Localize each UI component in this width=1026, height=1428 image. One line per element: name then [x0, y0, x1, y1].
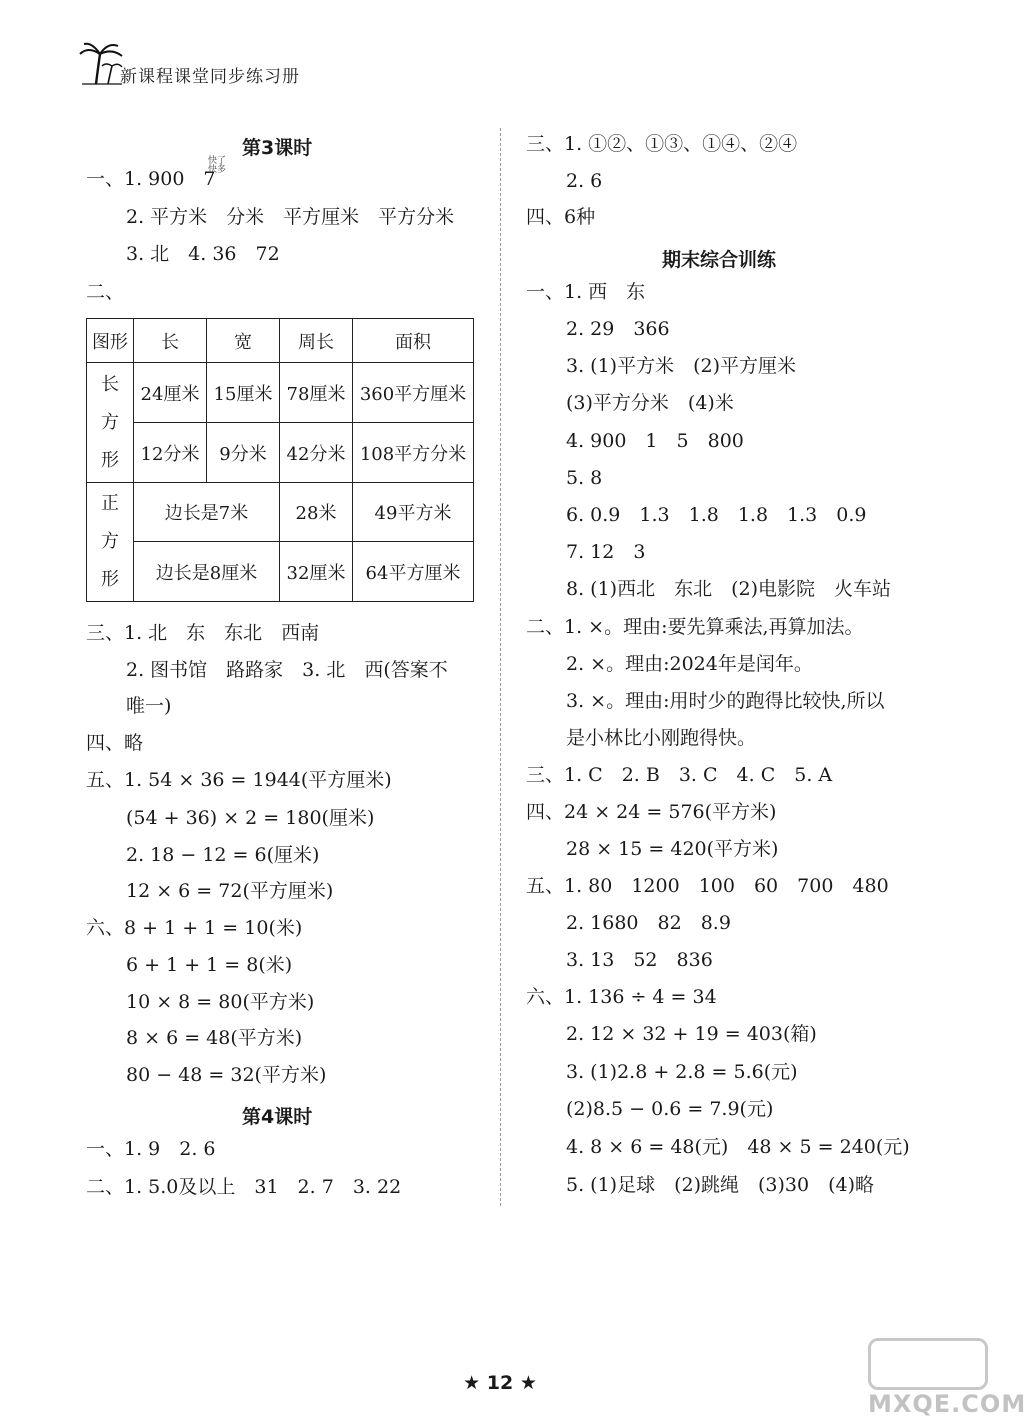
- answer-line: 五、1. 80 1200 100 60 700 480: [526, 875, 889, 897]
- table-cell: 边长是8厘米: [134, 542, 280, 602]
- table-header-cell: 面积: [353, 319, 474, 363]
- table-cell: 28米: [280, 483, 353, 542]
- table-header-row: [87, 319, 474, 363]
- answer-line: 唯一): [126, 695, 172, 717]
- lesson3-title: 第3课时: [242, 137, 313, 159]
- table-cell: 32厘米: [280, 542, 353, 602]
- table-cell: 49平方米: [353, 483, 474, 542]
- answer-line: 五、1. 54 × 36 = 1944(平方厘米): [86, 769, 392, 791]
- table-cell: 42分米: [280, 423, 353, 483]
- answer-line: 四、略: [86, 732, 144, 754]
- answer-line: 3. (1)2.8 + 2.8 = 5.6(元): [566, 1061, 798, 1083]
- answer-line: 5. (1)足球 (2)跳绳 (3)30 (4)略: [566, 1174, 874, 1196]
- answer-line: 一、1. 900 7: [86, 168, 216, 190]
- answer-line: 二、: [86, 281, 125, 303]
- answer-line: 2. 图书馆 路路家 3. 北 西(答案不: [126, 659, 448, 681]
- table-cell: 64平方厘米: [353, 542, 474, 602]
- page-number: ★ 12 ★: [463, 1372, 537, 1394]
- answer-line: 6. 0.9 1.3 1.8 1.8 1.3 0.9: [566, 504, 867, 526]
- answer-line: 四、24 × 24 = 576(平方米): [526, 801, 777, 823]
- answer-box-logo-icon: [868, 1338, 988, 1390]
- table-row: [87, 483, 474, 542]
- answer-line: (2)8.5 − 0.6 = 7.9(元): [566, 1098, 774, 1120]
- handwritten-note: 快了 快多: [208, 156, 227, 175]
- answer-line: 一、1. 西 东: [526, 281, 646, 303]
- table-header-cell: 长: [134, 319, 207, 363]
- answer-line: 三、1. C 2. B 3. C 4. C 5. A: [526, 764, 833, 786]
- table-header-cell: 周长: [280, 319, 353, 363]
- table-cell: 9分米: [207, 423, 280, 483]
- answer-line: 3. 13 52 836: [566, 949, 713, 971]
- answer-line: 二、1. ×。理由:要先算乘法,再算加法。: [526, 616, 864, 638]
- answer-line: 28 × 15 = 420(平方米): [566, 838, 779, 860]
- watermark-text: MXQE.COM: [868, 1390, 1026, 1418]
- table-cell: 24厘米: [134, 363, 207, 423]
- answer-line: 3. (1)平方米 (2)平方厘米: [566, 355, 796, 377]
- answer-line: 六、8 + 1 + 1 = 10(米): [86, 917, 303, 939]
- table-cell: 边长是7米: [134, 483, 280, 542]
- answer-line: 2. 1680 82 8.9: [566, 912, 731, 934]
- answer-table: [86, 318, 474, 602]
- shape-label-square: 正 方 形: [87, 483, 134, 602]
- answer-line: 6 + 1 + 1 = 8(米): [126, 954, 293, 976]
- answer-line: 7. 12 3: [566, 541, 646, 563]
- final-training-title: 期末综合训练: [662, 249, 777, 271]
- answer-line: 3. ×。理由:用时少的跑得比较快,所以: [566, 690, 885, 712]
- table-cell: 108平方分米: [353, 423, 474, 483]
- palm-tree-icon: [78, 40, 124, 86]
- answer-line: 8. (1)西北 东北 (2)电影院 火车站: [566, 578, 891, 600]
- answer-line: 80 − 48 = 32(平方米): [126, 1064, 327, 1086]
- table-cell: 15厘米: [207, 363, 280, 423]
- answer-line: 三、1. 北 东 东北 西南: [86, 622, 320, 644]
- answer-line: (3)平方分米 (4)米: [566, 392, 734, 414]
- answer-line: 2. 6: [566, 170, 603, 192]
- answer-line: 10 × 8 = 80(平方米): [126, 991, 315, 1013]
- answer-line: 是小林比小刚跑得快。: [566, 727, 757, 749]
- page-header: [78, 40, 398, 88]
- answer-line: 四、6种: [526, 206, 596, 228]
- answer-line: 2. 12 × 32 + 19 = 403(箱): [566, 1023, 817, 1045]
- column-divider: [500, 128, 501, 1206]
- table-cell: 12分米: [134, 423, 207, 483]
- lesson4-title: 第4课时: [242, 1106, 313, 1128]
- table-row: [87, 363, 474, 423]
- answer-line: 4. 900 1 5 800: [566, 430, 744, 452]
- answer-line: 二、1. 5.0及以上 31 2. 7 3. 22: [86, 1176, 402, 1198]
- table-cell: 360平方厘米: [353, 363, 474, 423]
- answer-line: 2. 29 366: [566, 318, 670, 340]
- answer-line: 2. 18 − 12 = 6(厘米): [126, 844, 320, 866]
- answer-line: 8 × 6 = 48(平方米): [126, 1027, 303, 1049]
- answer-line: 六、1. 136 ÷ 4 = 34: [526, 986, 717, 1008]
- table-row: [87, 423, 474, 483]
- watermark: [868, 1338, 1026, 1423]
- answer-line: 2. 平方米 分米 平方厘米 平方分米: [126, 206, 455, 228]
- table-header-cell: 宽: [207, 319, 280, 363]
- answer-line: 2. ×。理由:2024年是闰年。: [566, 653, 813, 675]
- answer-line: 3. 北 4. 36 72: [126, 243, 280, 265]
- book-title: 新课程课堂同步练习册: [120, 67, 300, 87]
- answer-line: 5. 8: [566, 467, 603, 489]
- table-cell: 78厘米: [280, 363, 353, 423]
- answer-line: 4. 8 × 6 = 48(元) 48 × 5 = 240(元): [566, 1136, 910, 1158]
- answer-line: 12 × 6 = 72(平方厘米): [126, 880, 334, 902]
- answer-line: 三、1. ①②、①③、①④、②④: [526, 133, 798, 155]
- table-row: [87, 542, 474, 602]
- answer-line: (54 + 36) × 2 = 180(厘米): [126, 807, 375, 829]
- table-header-cell: 图形: [87, 319, 134, 363]
- answer-line: 一、1. 9 2. 6: [86, 1138, 216, 1160]
- shape-label-rectangle: 长 方 形: [87, 363, 134, 483]
